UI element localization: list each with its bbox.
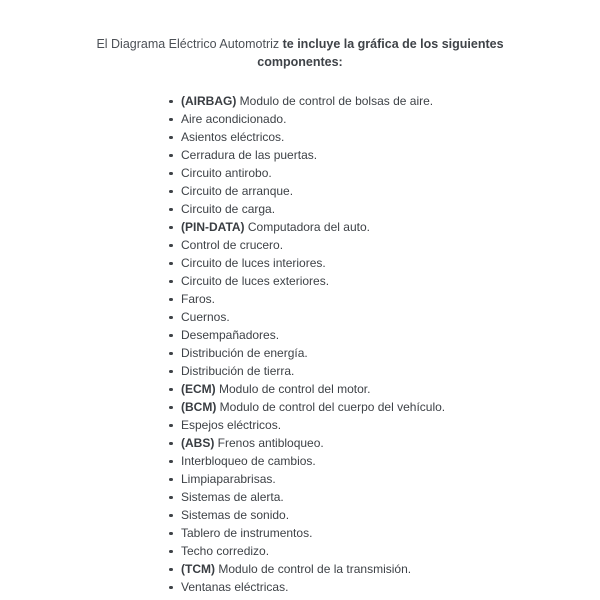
list-item xyxy=(169,542,600,560)
item-text: Aire acondicionado. xyxy=(181,112,287,126)
item-text: Limpiaparabrisas. xyxy=(181,472,276,486)
item-text: Cerradura de las puertas. xyxy=(181,148,318,162)
page-title-regular: El Diagrama Eléctrico Automotriz xyxy=(96,37,280,51)
list-item xyxy=(169,416,600,434)
item-keyword: (BCM) xyxy=(181,400,217,414)
item-text: Circuito de luces interiores. xyxy=(181,256,326,270)
list-item xyxy=(169,452,600,470)
item-keyword: (ECM) xyxy=(181,382,216,396)
item-text: Espejos eléctricos. xyxy=(181,418,282,432)
item-keyword: (PIN-DATA) xyxy=(181,220,245,234)
list-item xyxy=(169,146,600,164)
page-title-bold-line1: te incluye la gráfica de los siguientes xyxy=(282,37,504,51)
list-item xyxy=(169,434,600,452)
item-keyword: (TCM) xyxy=(181,562,215,576)
list-item xyxy=(169,344,600,362)
item-text: Control de crucero. xyxy=(181,238,284,252)
item-keyword: (ABS) xyxy=(181,436,215,450)
list-item xyxy=(169,488,600,506)
list-item xyxy=(169,200,600,218)
item-text: Distribución de energía. xyxy=(181,346,308,360)
item-keyword: (AIRBAG) xyxy=(181,94,237,108)
list-item xyxy=(169,326,600,344)
item-text: Frenos antibloqueo. xyxy=(214,436,324,450)
item-text: Tablero de instrumentos. xyxy=(181,526,313,540)
item-text: Modulo de control del motor. xyxy=(215,382,371,396)
item-text: Modulo de control de bolsas de aire. xyxy=(236,94,434,108)
item-text: Sistemas de sonido. xyxy=(181,508,290,522)
list-item xyxy=(169,92,600,110)
list-item xyxy=(169,182,600,200)
list-item xyxy=(169,578,600,596)
list-item xyxy=(169,380,600,398)
item-text: Modulo de control de la transmisión. xyxy=(214,562,412,576)
list-item xyxy=(169,254,600,272)
list-item xyxy=(169,128,600,146)
item-text: Modulo de control del cuerpo del vehículo. xyxy=(216,400,446,414)
item-text: Circuito de arranque. xyxy=(181,184,294,198)
components-list xyxy=(0,92,600,596)
list-item xyxy=(169,290,600,308)
item-text: Distribución de tierra. xyxy=(181,364,295,378)
list-item xyxy=(169,470,600,488)
list-item xyxy=(169,398,600,416)
item-text: Ventanas eléctricas. xyxy=(181,580,289,594)
list-item xyxy=(169,272,600,290)
item-text: Circuito de carga. xyxy=(181,202,276,216)
item-text: Asientos eléctricos. xyxy=(181,130,285,144)
list-item xyxy=(169,164,600,182)
list-item xyxy=(169,218,600,236)
page-title xyxy=(70,0,530,71)
item-text: Sistemas de alerta. xyxy=(181,490,284,504)
item-text: Interbloqueo de cambios. xyxy=(181,454,316,468)
list-item xyxy=(169,110,600,128)
list-item xyxy=(169,560,600,578)
item-text: Faros. xyxy=(181,292,216,306)
item-text: Circuito antirobo. xyxy=(181,166,272,180)
item-text: Computadora del auto. xyxy=(244,220,370,234)
list-item xyxy=(169,308,600,326)
item-text: Desempañadores. xyxy=(181,328,280,342)
item-text: Cuernos. xyxy=(181,310,230,324)
item-text: Techo corredizo. xyxy=(181,544,270,558)
list-item xyxy=(169,236,600,254)
list-item xyxy=(169,362,600,380)
page-title-bold-line2: componentes: xyxy=(257,55,343,69)
list-item xyxy=(169,506,600,524)
item-text: Circuito de luces exteriores. xyxy=(181,274,330,288)
list-item xyxy=(169,524,600,542)
